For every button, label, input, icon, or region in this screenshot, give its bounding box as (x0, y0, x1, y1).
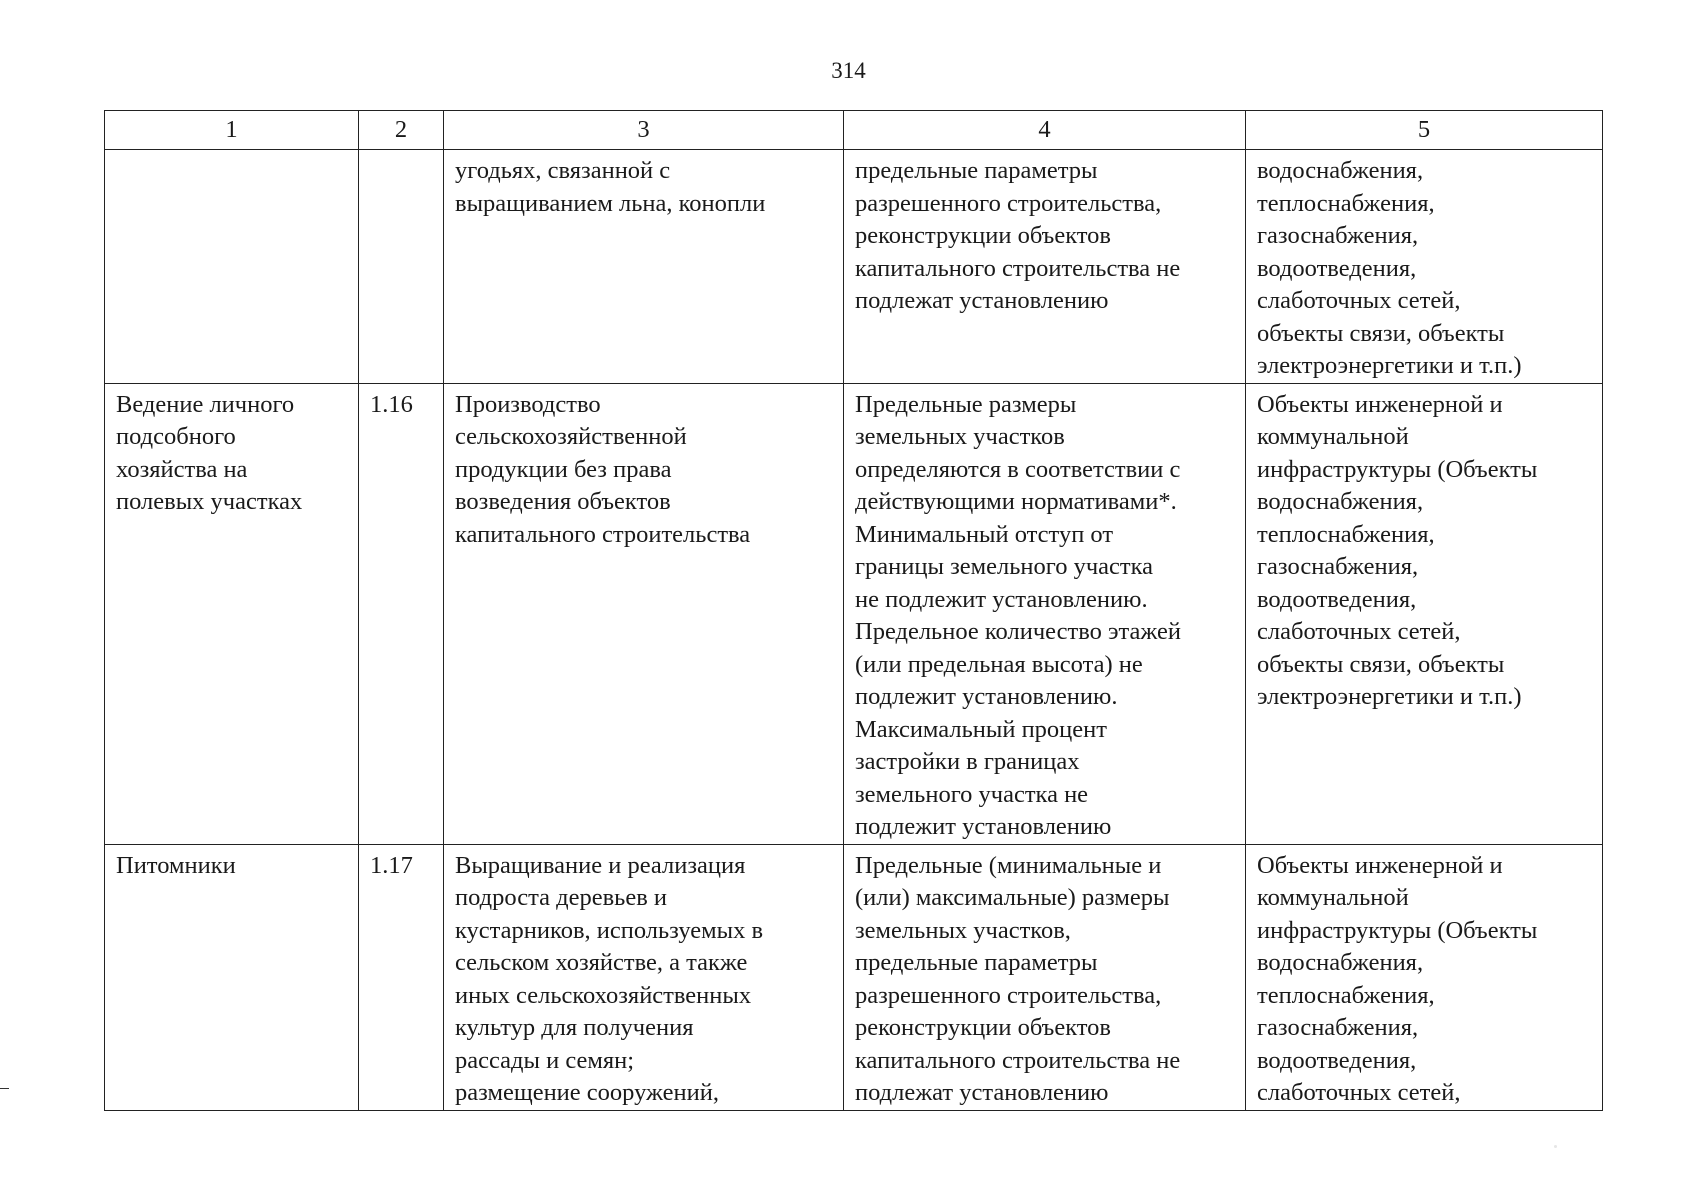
cell-text-line: электроэнергетики и т.п.) (1257, 683, 1522, 710)
cell-name (105, 150, 359, 384)
table-row (105, 150, 1603, 384)
cell-text-line: водоснабжения, (1257, 157, 1424, 184)
cell-text-line: выращиванием льна, конопли (455, 189, 766, 217)
cell-text-line: иных сельскохозяйственных (455, 981, 752, 1009)
cell-text-line: подлежат установлению (855, 1079, 1109, 1106)
cell-name (105, 383, 359, 844)
cell-text-line: электроэнергетики и т.п.) (1257, 352, 1522, 379)
cell-text-line: газоснабжения, (1257, 222, 1419, 249)
cell-text-line: земельного участка не (855, 780, 1089, 808)
cell-text-line: водоотведения, (1257, 585, 1417, 613)
cell-text-line: теплоснабжения, (1257, 981, 1435, 1009)
cell-text-line: Предельное количество этажей (855, 618, 1181, 645)
cell-text-line: подлежит установлению (855, 813, 1112, 840)
cell-parameters (844, 150, 1246, 384)
cell-text-line: земельных участков, (855, 916, 1071, 944)
cell-infrastructure (1246, 844, 1603, 1110)
cell-text-line: подроста деревьев и (455, 884, 667, 911)
cell-infrastructure (1246, 383, 1603, 844)
table-row (105, 383, 1603, 844)
scan-dot (1554, 1145, 1557, 1148)
cell-infrastructure (1246, 150, 1603, 384)
column-header-5: 5 (1246, 111, 1603, 150)
cell-text-line: капитального строительства (455, 520, 751, 548)
cell-code (359, 383, 444, 844)
cell-text-line: газоснабжения, (1257, 553, 1419, 580)
table-row (105, 844, 1603, 1110)
land-use-table (104, 110, 1603, 1111)
cell-text-line: сельском хозяйстве, а также (455, 949, 748, 976)
cell-text-line: теплоснабжения, (1257, 520, 1435, 548)
cell-text-line: сельскохозяйственной (455, 423, 687, 450)
cell-parameters (844, 844, 1246, 1110)
cell-text-line: действующими нормативами*. (855, 488, 1177, 515)
cell-text-line: застройки в границах (855, 748, 1080, 775)
cell-text-line: (или предельная высота) не (855, 650, 1143, 678)
cell-text-line: (или) максимальные) размеры (855, 884, 1170, 911)
cell-text-line: определяются в соответствии с (855, 455, 1181, 483)
cell-text-line: 1.16 (370, 390, 413, 418)
column-header-2: 2 (359, 111, 444, 150)
cell-text-line: земельных участков (855, 423, 1065, 450)
cell-text-line: предельные параметры (855, 949, 1098, 976)
cell-text-line: культур для получения (455, 1014, 694, 1041)
cell-text-line: коммунальной (1257, 884, 1409, 911)
cell-text-line: продукции без права (455, 455, 672, 483)
page-number: 314 (831, 58, 866, 83)
cell-text-line: границы земельного участка (855, 553, 1154, 580)
cell-text-line: теплоснабжения, (1257, 189, 1435, 217)
cell-text-line: Объекты инженерной и (1257, 851, 1503, 879)
cell-text-line: реконструкции объектов (855, 1014, 1111, 1041)
cell-text-line: капитального строительства не (855, 1046, 1181, 1074)
cell-text-line: объекты связи, объекты (1257, 650, 1505, 678)
cell-text-line: водоотведения, (1257, 1046, 1417, 1074)
cell-text-line: рассады и семян; (455, 1046, 635, 1074)
cell-text-line: Предельные (минимальные и (855, 851, 1162, 879)
cell-text-line: водоотведения, (1257, 254, 1417, 282)
cell-text-line: объекты связи, объекты (1257, 319, 1505, 347)
cell-text-line: реконструкции объектов (855, 222, 1111, 249)
cell-text-line: размещение сооружений, (455, 1079, 719, 1106)
cell-description (444, 150, 844, 384)
cell-text-line: слаботочных сетей, (1257, 287, 1461, 314)
cell-text-line: предельные параметры (855, 157, 1098, 184)
cell-text-line: Максимальный процент (855, 715, 1107, 743)
cell-text-line: слаботочных сетей, (1257, 1079, 1461, 1106)
cell-text-line: полевых участках (116, 488, 303, 515)
table-header (105, 111, 1603, 150)
cell-text-line: капитального строительства не (855, 254, 1181, 282)
cell-description (444, 844, 844, 1110)
cell-text-line: Производство (455, 390, 601, 418)
cell-text-line: Предельные размеры (855, 390, 1077, 418)
header-row (105, 111, 1603, 150)
cell-text-line: слаботочных сетей, (1257, 618, 1461, 645)
column-header-1: 1 (105, 111, 359, 150)
cell-text-line: подсобного (116, 423, 236, 450)
cell-text-line: Выращивание и реализация (455, 851, 746, 879)
cell-text-line: подлежат установлению (855, 287, 1109, 314)
cell-text-line: Объекты инженерной и (1257, 390, 1503, 418)
cell-text-line: подлежит установлению. (855, 683, 1118, 710)
cell-text-line: коммунальной (1257, 423, 1409, 450)
cell-parameters (844, 383, 1246, 844)
margin-mark (0, 1088, 9, 1089)
cell-text-line: газоснабжения, (1257, 1014, 1419, 1041)
cell-text-line: инфраструктуры (Объекты (1257, 916, 1538, 944)
cell-text-line: хозяйства на (116, 455, 248, 483)
column-header-3: 3 (444, 111, 844, 150)
cell-text-line: водоснабжения, (1257, 488, 1424, 515)
cell-text-line: 1.17 (370, 851, 413, 879)
cell-text-line: Ведение личного (116, 390, 295, 418)
cell-text-line: Минимальный отступ от (855, 520, 1114, 548)
cell-text-line: не подлежит установлению. (855, 585, 1148, 613)
cell-description (444, 383, 844, 844)
cell-code (359, 150, 444, 384)
table-body (105, 150, 1603, 1111)
cell-text-line: кустарников, используемых в (455, 916, 764, 944)
cell-text-line: разрешенного строительства, (855, 189, 1162, 217)
cell-text-line: разрешенного строительства, (855, 981, 1162, 1009)
column-header-4: 4 (844, 111, 1246, 150)
cell-text-line: инфраструктуры (Объекты (1257, 455, 1538, 483)
cell-text-line: водоснабжения, (1257, 949, 1424, 976)
cell-text-line: возведения объектов (455, 488, 671, 515)
cell-text-line: угодьях, связанной с (455, 157, 671, 184)
cell-text-line: Питомники (116, 851, 236, 879)
cell-name (105, 844, 359, 1110)
cell-code (359, 844, 444, 1110)
